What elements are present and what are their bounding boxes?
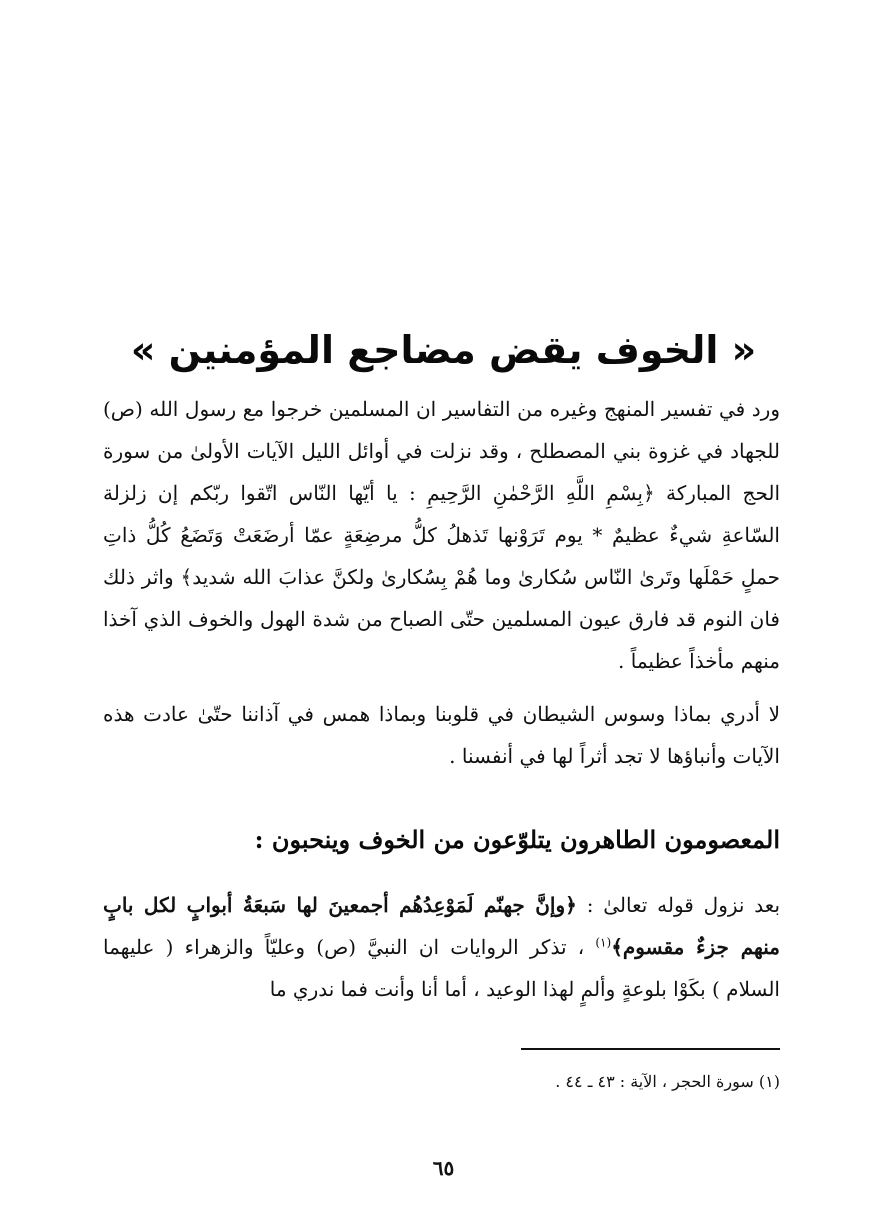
page-number: ٦٥	[432, 1156, 455, 1180]
footnote-1: (١) سورة الحجر ، الآية : ٤٣ ـ ٤٤ .	[555, 1072, 780, 1091]
footnote-marker: (١)	[595, 935, 612, 950]
paragraph-3-rest: ، تذكر الروايات ان النبيَّ (ص) وعليّاً والزهراء ( عليهما السلام ) بكَوْا بلوعةٍ وألمٍ لهذا الوعيد ، أما أنا وأنت فما ندري ما	[103, 935, 780, 1001]
paragraph-3-intro: بعد نزول قوله تعالىٰ :	[586, 893, 781, 917]
paragraph-1: ورد في تفسير المنهج وغيره من التفاسير ان المسلمين خرجوا مع رسول الله (ص) للجهاد في غزوة بني المصطلح ، وقد نزلت في أوائل الليل الآيات الأولىٰ من سورة الحج المباركة ﴿بِسْمِ اللَّهِ الرَّحْمٰنِ الرَّحِيمِ : يا أيّها النّاس اتّقوا ربّكم إن زلزلة السّاعةِ شيءٌ عظيمٌ * يوم تَرَوْنها تَذهلُ كلُّ مرضِعَةٍ عمّا أرضَعَتْ وَتَضَعُ كُلُّ ذاتِ حملٍ حَمْلَها وتَرىٰ النّاس سُكارىٰ وما هُمْ بِسُكارىٰ ولكنَّ عذابَ الله شديد﴾ واثر ذلك فان النوم قد فارق عيون المسلمين حتّى الصباح من شدة الهول والخوف الذي آخذا منهم مأخذاً عظيماً .	[103, 397, 780, 673]
footnote-divider	[521, 1048, 780, 1050]
paragraph-3	[103, 884, 780, 1010]
quran-verse: ﴿وإنَّ جهنّم لَمَوْعِدُهُم أجمعينَ لها سَبعَةُ أبوابٍ لكل بابٍ منهم جزءٌ مقسوم﴾	[103, 893, 780, 959]
paragraph-2: لا أدري بماذا وسوس الشيطان في قلوبنا وبماذا همس في آذاننا حتّىٰ عادت هذه الآيات وأنباؤها لا تجد أثراً لها في أنفسنا .	[103, 702, 780, 768]
chapter-title: « الخوف يقض مضاجع المؤمنين »	[130, 328, 757, 373]
section-subheading: المعصومون الطاهرون يتلوّعون من الخوف وينحبون :	[254, 825, 780, 854]
